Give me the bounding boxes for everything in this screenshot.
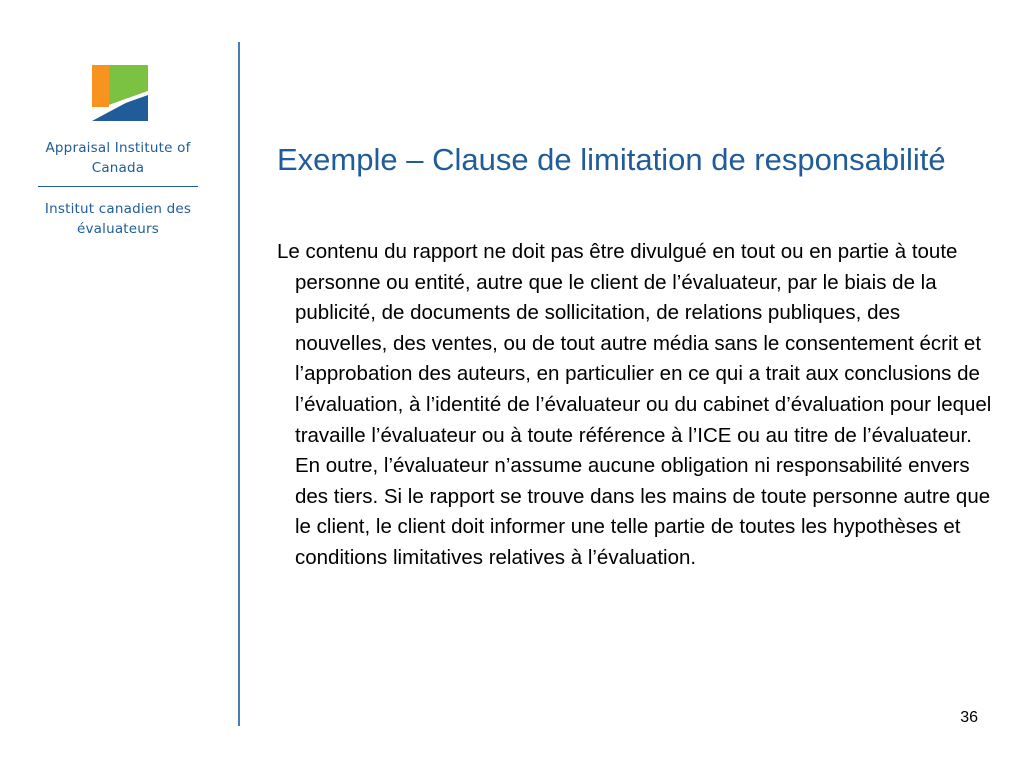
- slide-body-text: Le contenu du rapport ne doit pas être divulgué en tout ou en partie à toute personne ou entité, autre que le client de l’évaluateur, par le biais de la publicité, de documents de sollicitation, de relations publiques, des nouvelles, des ventes, ou de tout autre média sans le consentement écrit et l’approbation des auteurs, en particulier en ce qui a trait aux conclusions de l’évaluation, à l’identité de l’évaluateur ou du cabinet d’évaluation pour lequel travaille l’évaluateur ou à toute référence à l’ICE ou au titre de l’évaluateur. En outre, l’évaluateur n’assume aucune obligation ni responsabilité envers des tiers. Si le rapport se trouve dans les mains de toute personne autre que le client, le client doit informer une telle partie de toutes les hypothèses et conditions limitatives relatives à l’évaluation.: [277, 240, 992, 569]
- logo-icon: [92, 65, 148, 121]
- logo-orange-block: [92, 65, 109, 107]
- vertical-divider: [238, 42, 240, 726]
- organization-name-english: Appraisal Institute of Canada: [45, 140, 191, 176]
- organization-name-french: Institut canadien des évaluateurs: [44, 201, 192, 237]
- slide-title: Exemple – Clause de limitation de responsabilité: [277, 142, 946, 177]
- page-number: 36: [960, 709, 978, 726]
- organization-divider: [38, 186, 198, 187]
